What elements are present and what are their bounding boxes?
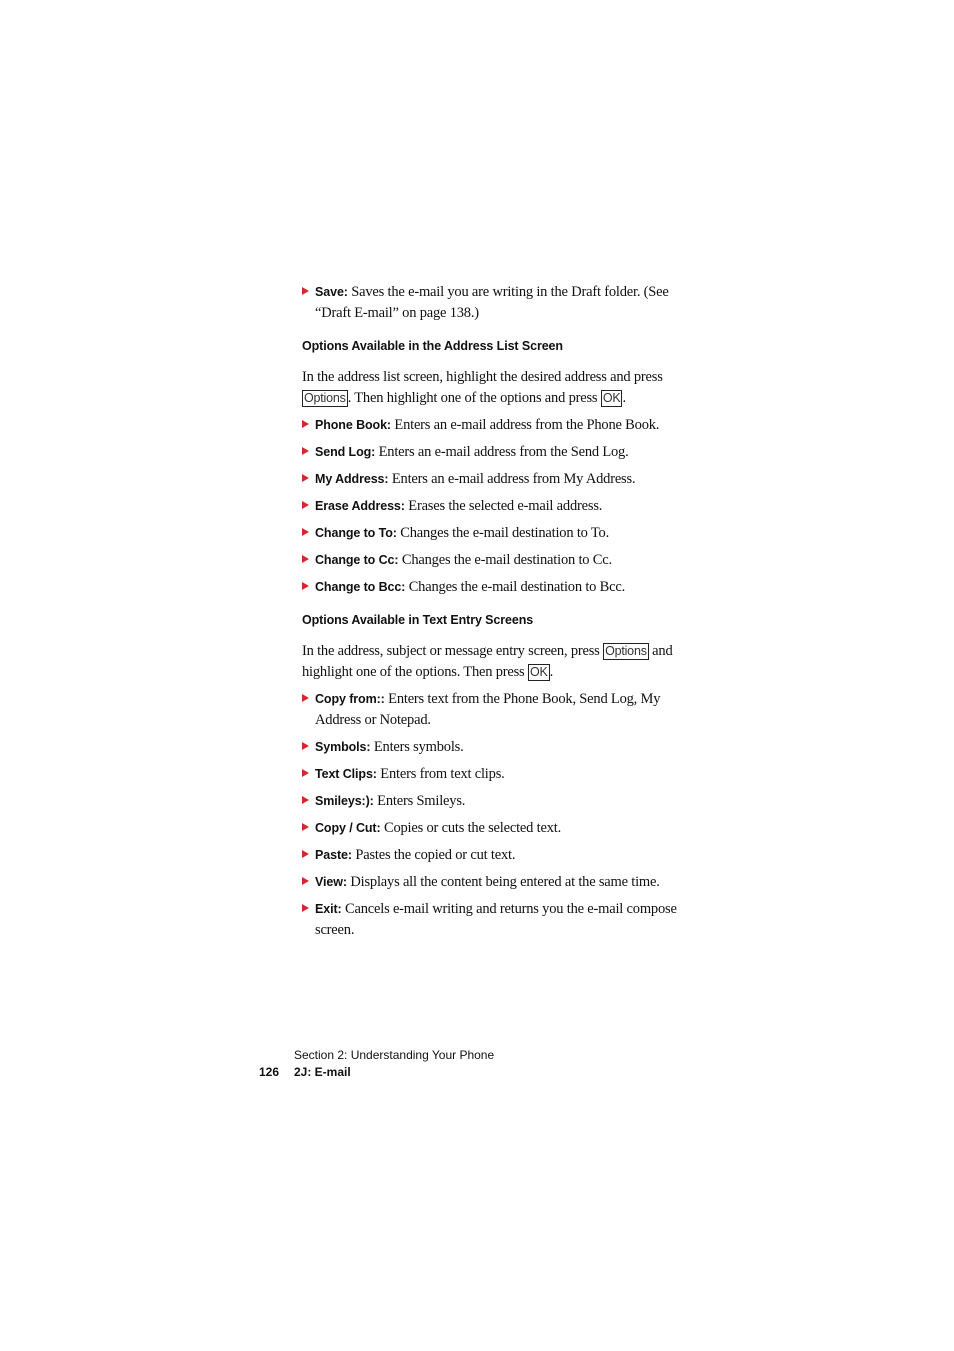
item-term: Exit: <box>315 902 342 916</box>
list-item <box>302 282 697 324</box>
item-text: Enters from text clips. <box>376 766 505 782</box>
list-item <box>302 415 697 436</box>
list-item <box>302 899 697 941</box>
item-text: Changes the e-mail destination to To. <box>396 525 609 541</box>
item-text: Enters an e-mail address from the Phone Book. <box>390 417 660 433</box>
list-item <box>302 737 697 758</box>
item-text: Displays all the content being entered at the same time. <box>346 874 660 890</box>
bullet-arrow-icon <box>302 420 309 428</box>
list-item <box>302 689 697 731</box>
item-term: Change to Cc: <box>315 553 399 567</box>
intro-text: In the address, subject or message entry screen, press <box>302 643 604 659</box>
list-item <box>302 442 697 463</box>
list-item <box>302 577 697 598</box>
list-item <box>302 845 697 866</box>
list-item <box>302 550 697 571</box>
item-text: Erases the selected e-mail address. <box>404 498 603 514</box>
bullet-arrow-icon <box>302 474 309 482</box>
item-term: Save: <box>315 285 348 299</box>
bullet-arrow-icon <box>302 694 309 702</box>
item-term: My Address: <box>315 472 389 486</box>
text-entry-section-heading: Options Available in Text Entry Screens <box>302 613 534 627</box>
options-key: Options <box>304 391 346 405</box>
item-text: Cancels e-mail writing and returns you the e-mail compose screen. <box>315 901 677 938</box>
intro-text: In the address list screen, highlight the desired address and press <box>302 369 663 385</box>
item-term: Symbols: <box>315 740 371 754</box>
item-term: Phone Book: <box>315 418 391 432</box>
item-text: Enters an e-mail address from the Send Log. <box>375 444 629 460</box>
bullet-arrow-icon <box>302 742 309 750</box>
item-text: Enters an e-mail address from My Address. <box>388 471 636 487</box>
item-term: Change to To: <box>315 526 397 540</box>
item-text: Saves the e-mail you are writing in the Draft folder. (See “Draft E-mail” on page 138.) <box>315 284 669 321</box>
address-section-heading: Options Available in the Address List Screen <box>302 339 563 353</box>
bullet-arrow-icon <box>302 850 309 858</box>
item-text: Pastes the copied or cut text. <box>351 847 516 863</box>
address-options-list <box>302 415 697 598</box>
intro-text: and highlight one of the options. Then press <box>302 643 673 680</box>
list-item <box>302 791 697 812</box>
footer-page-line <box>259 1064 494 1081</box>
chapter-title: 2J: E-mail <box>294 1065 351 1079</box>
bullet-arrow-icon <box>302 904 309 912</box>
page-number: 126 <box>259 1065 280 1079</box>
bullet-arrow-icon <box>302 796 309 804</box>
intro-text: . Then highlight one of the options and press <box>347 390 601 406</box>
item-term: Paste: <box>315 848 352 862</box>
item-term: Text Clips: <box>315 767 377 781</box>
ok-key: OK <box>602 391 621 405</box>
item-text: Enters symbols. <box>370 739 464 755</box>
bullet-arrow-icon <box>302 528 309 536</box>
item-text: Enters Smileys. <box>373 793 466 809</box>
list-item <box>302 523 697 544</box>
ok-key: OK <box>529 665 548 679</box>
page-content <box>302 282 697 947</box>
bullet-arrow-icon <box>302 287 309 295</box>
bullet-arrow-icon <box>302 823 309 831</box>
text-entry-section-intro <box>302 641 697 683</box>
list-item <box>302 818 697 839</box>
address-section-intro <box>302 367 697 409</box>
item-text: Copies or cuts the selected text. <box>380 820 562 836</box>
item-term: Send Log: <box>315 445 376 459</box>
item-term: Smileys:): <box>315 794 374 808</box>
bullet-arrow-icon <box>302 555 309 563</box>
item-term: Copy / Cut: <box>315 821 381 835</box>
bullet-arrow-icon <box>302 447 309 455</box>
page-footer <box>259 1047 494 1081</box>
bullet-arrow-icon <box>302 769 309 777</box>
item-text: Changes the e-mail destination to Bcc. <box>405 579 625 595</box>
bullet-arrow-icon <box>302 501 309 509</box>
item-text: Enters text from the Phone Book, Send Log, My Address or Notepad. <box>315 691 661 728</box>
bullet-arrow-icon <box>302 877 309 885</box>
options-key: Options <box>605 644 647 658</box>
intro-text: . <box>622 390 626 406</box>
bullet-arrow-icon <box>302 582 309 590</box>
list-item <box>302 764 697 785</box>
list-item <box>302 872 697 893</box>
footer-section-title: Section 2: Understanding Your Phone <box>294 1048 495 1062</box>
item-term: Copy from:: <box>315 692 385 706</box>
list-item <box>302 469 697 490</box>
item-term: Erase Address: <box>315 499 405 513</box>
text-entry-options-list <box>302 689 697 941</box>
intro-text: . <box>549 664 554 680</box>
item-term: View: <box>315 875 347 889</box>
item-text: Changes the e-mail destination to Cc. <box>398 552 612 568</box>
list-item <box>302 496 697 517</box>
item-term: Change to Bcc: <box>315 580 406 594</box>
